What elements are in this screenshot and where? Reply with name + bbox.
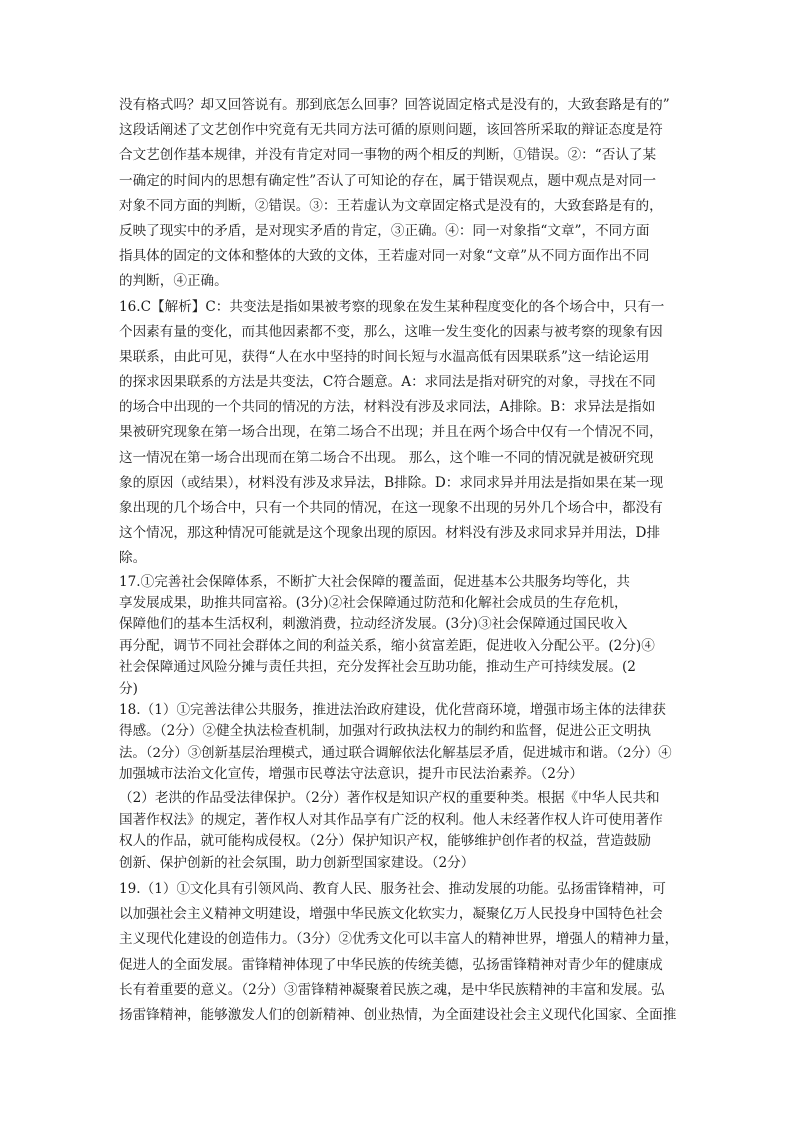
text-line: 对象不同方面的判断，②错误。③：王若虚认为文章固定格式是没有的，大致套路是有的， — [119, 197, 663, 214]
text-line: 一确定的时间内的思想有确定性”否认了可知论的存在，属于错误观点，题中观点是对同一 — [119, 172, 657, 189]
text-line: 保障他们的基本生活权利，刺激消费，拉动经济发展。(3分)③社会保障通过国民收入 — [119, 616, 628, 633]
paragraph-q15-cont — [119, 93, 679, 295]
text-line: 创新、保护创新的社会氛围，助力创新型国家建设。（2分） — [119, 854, 475, 871]
answer-document — [119, 93, 679, 1028]
text-line: 象的原因（或结果），材料没有涉及求异法，B排除。D：求同求异并用法是指如果在某一现 — [119, 474, 664, 491]
text-line: （2）老洪的作品受法律保护。（2分）著作权是知识产权的重要种类。根据《中华人民共和 — [119, 790, 660, 807]
text-line: 国著作权法》的规定，著作权人对其作品享有广泛的权利。他人未经著作权人许可使用著作 — [119, 811, 663, 828]
paragraph-q16 — [119, 295, 679, 572]
text-line: 这段话阐述了文艺创作中究竟有无共同方法可循的原则问题，该回答所采取的辩证态度是符 — [119, 122, 663, 139]
text-line: 分) — [119, 680, 138, 697]
text-line: 个因素有量的变化，而其他因素都不变，那么，这唯一发生变化的因素与被考察的现象有因 — [119, 323, 663, 340]
text-line: 扬雷锋精神，能够激发人们的创新精神、创业热情，为全面建设社会主义现代化国家、全面推 — [119, 1006, 677, 1023]
text-line: 这一情况在第一场合出现而在第二场合不出现。 那么，这个唯一不同的情况就是被研究现 — [119, 449, 654, 466]
text-line: 没有格式吗？却又回答说有。那到底怎么回事？回答说固定格式是没有的，大致套路是有的” — [119, 97, 670, 113]
text-line: 果被研究现象在第一场合出现，在第二场合不出现；并且在两个场合中仅有一个情况不同， — [119, 424, 663, 441]
paragraph-q18-2 — [119, 788, 679, 874]
text-line: 的场合中出现的一个共同的情况的方法，材料没有涉及求同法，A排除。B：求异法是指如 — [119, 399, 656, 416]
text-line: 反映了现实中的矛盾，是对现实矛盾的肯定，③正确。④：同一对象指“文章”，不同方面 — [119, 222, 650, 239]
text-line: 得感。（2分）②健全执法检查机制，加强对行政执法权力的制约和监督，促进公正文明执 — [119, 723, 652, 740]
text-line: 19.（1）①文化具有引领风尚、教育人民、服务社会、推动发展的功能。弘扬雷锋精神，可 — [119, 881, 666, 898]
text-line: 的探求因果联系的方法是共变法，C符合题意。A：求同法是指对研究的对象，寻找在不同 — [119, 374, 656, 391]
paragraph-q19 — [119, 877, 679, 1028]
text-line: 促进人的全面发展。雷锋精神体现了中华民族的传统美德，弘扬雷锋精神对青少年的健康成 — [119, 956, 663, 973]
text-line: 主义现代化建设的创造伟力。（3分）②优秀文化可以丰富人的精神世界，增强人的精神力量， — [119, 931, 679, 948]
text-line: 18.（1）①完善法律公共服务，推进法治政府建设，优化营商环境，增强市场主体的法律获 — [119, 701, 666, 718]
text-line: 法。（2分）③创新基层治理模式，通过联合调解依法化解基层矛盾，促进城市和谐。（2分）④ — [119, 745, 672, 761]
text-line: 16.C【解析】C：共变法是指如果被考察的现象在发生某种程度变化的各个场合中，只有一 — [119, 298, 665, 315]
text-line: 指具体的固定的文体和整体的大致的文体，王若虚对同一对象“文章”从不同方面作出不同 — [119, 248, 650, 265]
text-line: 权人的作品，就可能构成侵权。（2分）保护知识产权，能够维护创作者的权益，营造鼓励 — [119, 833, 652, 850]
text-line: 17.①完善社会保障体系，不断扩大社会保障的覆盖面，促进基本公共服务均等化，共 — [119, 573, 630, 590]
paragraph-q18-1 — [119, 700, 679, 786]
text-line: 再分配，调节不同社会群体之间的利益关系，缩小贫富差距，促进收入分配公平。(2分)④ — [119, 637, 655, 654]
text-line: 长有着重要的意义。（2分）③雷锋精神凝聚着民族之魂，是中华民族精神的丰富和发展。弘 — [119, 981, 665, 998]
paragraph-q17 — [119, 572, 679, 700]
text-line: 象出现的几个场合中，只有一个共同的情况，在这一现象不出现的另外几个场合中，都没有 — [119, 500, 663, 516]
text-line: 以加强社会主义精神文明建设，增强中华民族文化软实力，凝聚亿万人民投身中国特色社会 — [119, 906, 663, 923]
text-line: 这个情况，那这种情况可能就是这个现象出现的原因。材料没有涉及求同求异并用法，D排 — [119, 525, 661, 542]
text-line: 加强城市法治文化宣传，增强市民尊法守法意识，提升市民法治素养。（2分） — [119, 766, 584, 783]
text-line: 的判断，④正确。 — [119, 273, 228, 290]
text-line: 合文艺创作基本规律，并没有肯定对同一事物的两个相反的判断，①错误。②：“否认了某 — [119, 147, 657, 164]
text-line: 果联系，由此可见，获得“人在水中坚持的时间长短与水温高低有因果联系”这一结论运用 — [119, 348, 650, 365]
text-line: 除。 — [119, 550, 147, 567]
text-line: 享发展成果，助推共同富裕。(3分)②社会保障通过防范和化解社会成员的生存危机， — [119, 594, 628, 611]
text-line: 社会保障通过风险分摊与责任共担，充分发挥社会互助功能，推动生产可持续发展。(2 — [119, 659, 636, 676]
